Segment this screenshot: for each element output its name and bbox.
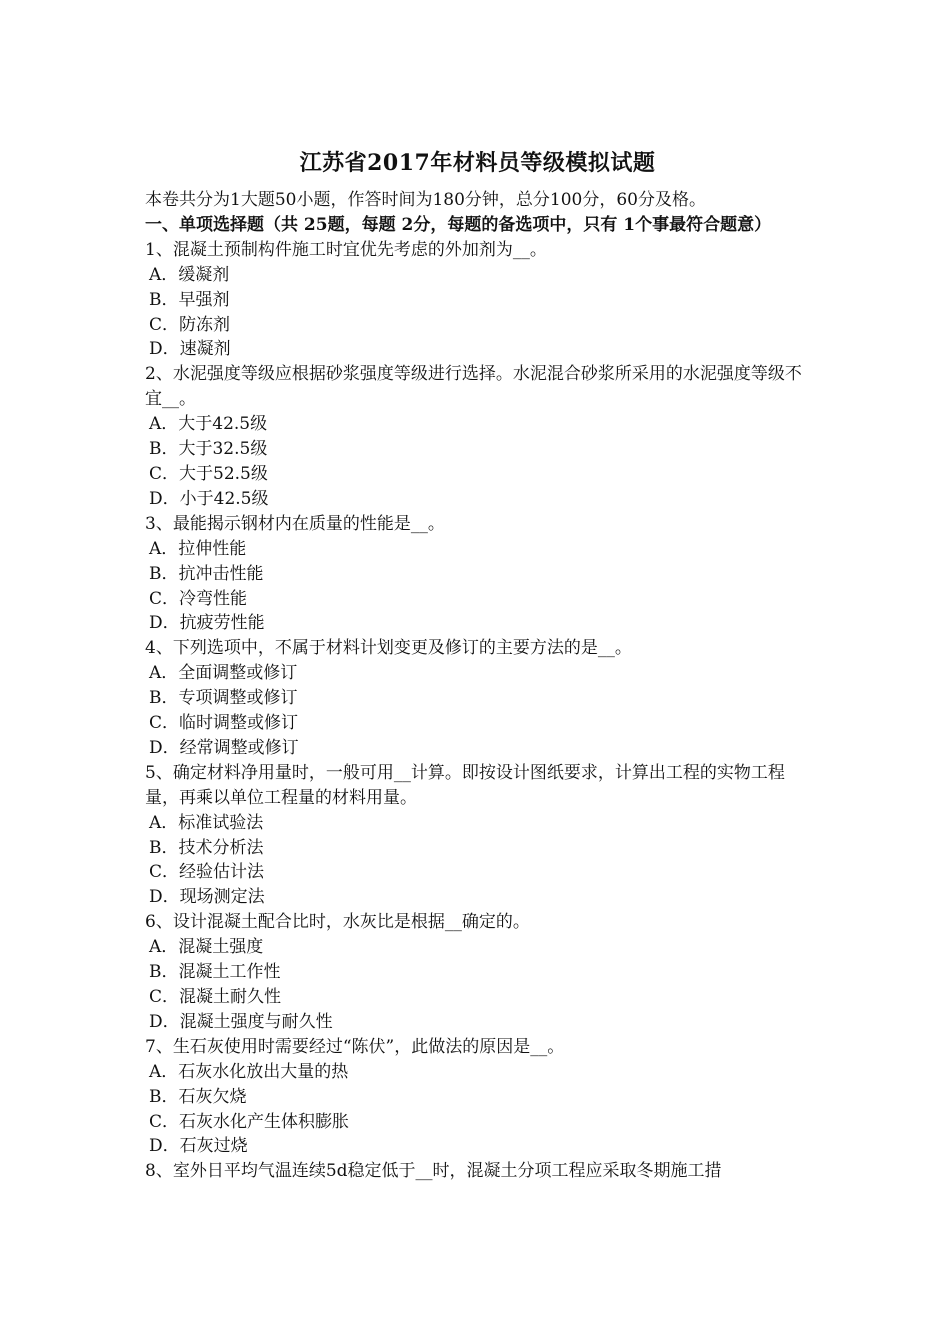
option-a: A．混凝土强度	[149, 937, 264, 958]
option-c: C．防冻剂	[149, 314, 231, 335]
option-list	[145, 1060, 810, 1160]
question-5	[145, 761, 810, 910]
option-d: D．现场测定法	[149, 887, 265, 908]
option-a: A．石灰水化放出大量的热	[149, 1061, 349, 1082]
question-6	[145, 910, 810, 1035]
option-d: D．小于42.5级	[149, 488, 269, 509]
option-c: C．混凝土耐久性	[149, 987, 282, 1007]
option-b: B．早强剂	[149, 289, 230, 310]
question-8	[145, 1159, 810, 1184]
option-b: B．石灰欠烧	[149, 1086, 247, 1107]
question-stem: 3、最能揭示钢材内在质量的性能是__。	[145, 513, 445, 534]
option-a: A．全面调整或修订	[149, 663, 298, 684]
option-c: C．大于52.5级	[149, 463, 268, 484]
option-a: A．标准试验法	[149, 812, 264, 833]
option-a: A．缓凝剂	[149, 264, 230, 285]
option-b: B．技术分析法	[149, 837, 264, 858]
option-d: D．抗疲劳性能	[149, 613, 265, 634]
question-2	[145, 362, 810, 511]
option-c: C．石灰水化产生体积膨胀	[149, 1111, 350, 1132]
question-stem: 2、水泥强度等级应根据砂浆强度等级进行选择。水泥混合砂浆所采用的水泥强度等级不宜__。	[145, 364, 802, 410]
option-list	[145, 661, 810, 761]
question-stem: 7、生石灰使用时需要经过“陈伏”，此做法的原因是__。	[145, 1036, 565, 1057]
option-d: D．混凝土强度与耐久性	[149, 1011, 333, 1032]
option-c: C．临时调整或修订	[149, 713, 299, 734]
option-c: C．冷弯性能	[149, 588, 248, 609]
option-b: B．专项调整或修订	[149, 688, 298, 709]
question-7	[145, 1035, 810, 1160]
option-list	[145, 412, 810, 512]
question-3	[145, 512, 810, 637]
option-d: D．经常调整或修订	[149, 737, 299, 758]
option-d: D．速凝剂	[149, 339, 231, 360]
option-a: A．大于42.5级	[149, 414, 268, 435]
question-stem: 1、混凝土预制构件施工时宜优先考虑的外加剂为__。	[145, 239, 547, 260]
section-heading: 一、单项选择题（共 25题，每题 2分，每题的备选项中，只有 1个事最符合题意）	[145, 214, 772, 235]
option-b: B．大于32.5级	[149, 439, 268, 460]
question-1	[145, 238, 810, 363]
option-b: B．混凝土工作性	[149, 962, 281, 983]
question-stem: 4、下列选项中，不属于材料计划变更及修订的主要方法的是__。	[145, 638, 632, 659]
exam-intro: 本卷共分为1大题50小题，作答时间为180分钟，总分100分，60分及格。	[145, 190, 706, 210]
option-list	[145, 263, 810, 363]
option-d: D．石灰过烧	[149, 1136, 248, 1157]
exam-page	[145, 148, 810, 1184]
question-stem: 8、室外日平均气温连续5d稳定低于__时，混凝土分项工程应采取冬期施工措	[145, 1161, 722, 1182]
option-list	[145, 537, 810, 637]
option-list	[145, 935, 810, 1035]
option-a: A．拉伸性能	[149, 538, 247, 559]
question-4	[145, 636, 810, 761]
option-b: B．抗冲击性能	[149, 563, 264, 584]
page-title: 江苏省2017年材料员等级模拟试题	[299, 150, 656, 176]
question-stem: 6、设计混凝土配合比时，水灰比是根据__确定的。	[145, 912, 530, 933]
option-list	[145, 811, 810, 911]
question-stem: 5、确定材料净用量时，一般可用__计算。即按设计图纸要求，计算出工程的实物工程量，再乘以单位工程量的材料用量。	[145, 762, 785, 808]
option-c: C．经验估计法	[149, 862, 265, 883]
